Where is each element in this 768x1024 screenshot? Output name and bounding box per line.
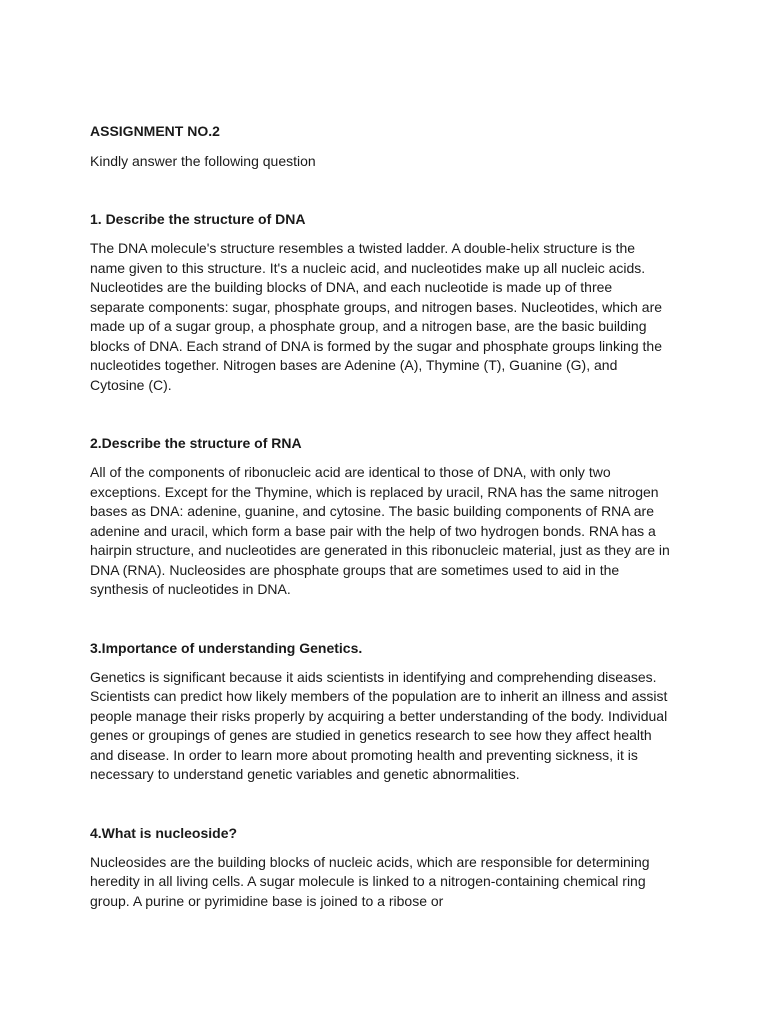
question-heading: 2.Describe the structure of RNA — [90, 435, 302, 451]
question-heading: 3.Importance of understanding Genetics. — [90, 639, 363, 656]
question-heading: 4.What is nucleoside? — [90, 824, 238, 841]
question-answer: Nucleosides are the building blocks of nucleic acids, which are responsible for determining heredity in all living cells. A sugar molecule is linked to a nitrogen-containing chemical ring group. A purine or pyrimidine base is joined to a ribose or — [90, 853, 650, 909]
question-section-3 — [90, 638, 670, 785]
document-title: ASSIGNMENT NO.2 — [90, 123, 220, 139]
document-instruction: Kindly answer the following question — [90, 153, 316, 169]
question-section-1 — [90, 209, 670, 395]
question-answer: All of the components of ribonucleic acid are identical to those of DNA, with only two exceptions. Except for the Thymine, which is replaced by uracil, RNA has the same nitrogen bases as DNA: adenine, guanine, and cytosine. The basic building components of RNA are adenine and uracil, which form a base pair with the help of two hydrogen bonds. RNA has a hairpin structure, and nucleotides are generated in this ribonucleic material, just as they are in DNA (RNA). Nucleosides are phosphate groups that are sometimes used to aid in the synthesis of nucleotides in DNA. — [90, 464, 670, 597]
question-heading: 1. Describe the structure of DNA — [90, 211, 306, 227]
document-page — [90, 121, 670, 949]
question-section-4 — [90, 823, 670, 912]
question-answer: The DNA molecule's structure resembles a twisted ladder. A double-helix structure is the name given to this structure. It's a nucleic acid, and nucleotides make up all nucleic acids. Nucleotides are the building blocks of DNA, and each nucleotide is made up of three separate components: sugar, phosphate groups, and nitrogen bases. Nucleotides, which are made up of a sugar group, a phosphate group, and a nitrogen base, are the basic building blocks of DNA. Each strand of DNA is formed by the sugar and phosphate groups linking the nucleotides together. Nitrogen bases are Adenine (A), Thymine (T), Guanine (G), and Cytosine (C). — [90, 240, 663, 393]
question-section-2 — [90, 433, 670, 600]
question-answer: Genetics is significant because it aids scientists in identifying and comprehending diseases. Scientists can predict how likely members of the population are to inherit an illness and assist people manage their risks properly by acquiring a better understanding of the body. Individual genes or groupings of genes are studied in genetics research to see how they affect health and disease. In order to learn more about promoting health and preventing sickness, it is necessary to understand genetic variables and genetic abnormalities. — [90, 668, 668, 782]
